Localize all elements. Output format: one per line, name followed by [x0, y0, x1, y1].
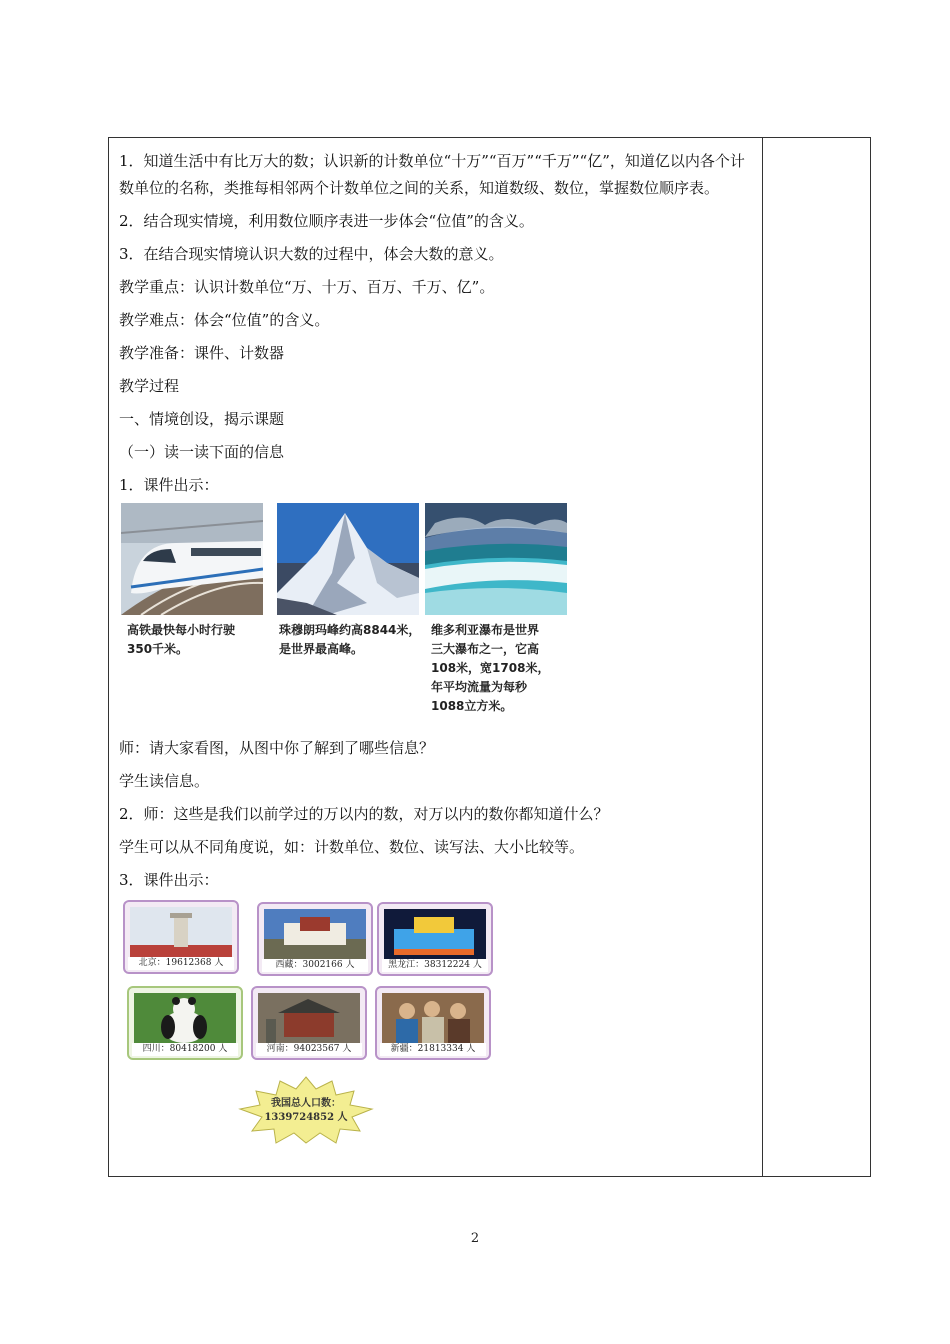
- total-value: 1339724852 人: [264, 1112, 348, 1123]
- total-label: 我国总人口数：: [271, 1098, 341, 1109]
- card-beijing-label: 北京：19612368 人: [128, 957, 234, 970]
- card-heilongjiang: [377, 902, 493, 976]
- everest-caption: 珠穆朗玛峰约高8844米， 是世界最高峰。: [279, 623, 421, 656]
- courseware-1-images: [119, 503, 755, 725]
- notes-column-divider: [762, 138, 763, 1176]
- courseware-3-label: 3．课件出示：: [119, 871, 219, 889]
- card-tibet-label: 西藏：3002166 人: [262, 959, 368, 972]
- mount-everest-image: [277, 503, 419, 615]
- card-henan: [251, 986, 367, 1060]
- key-point: 教学重点：认识计数单位“万、十万、百万、千万、亿”。: [119, 278, 495, 296]
- students-answer: 学生可以从不同角度说，如：计数单位、数位、读写法、大小比较等。: [119, 838, 585, 856]
- card-sichuan: [127, 986, 243, 1060]
- card-beijing: [123, 900, 239, 974]
- victoria-falls-image: [425, 503, 567, 615]
- courseware-1-label: 1．课件出示：: [119, 476, 219, 494]
- process-heading: 教学过程: [119, 377, 180, 395]
- difficult-point: 教学难点：体会“位值”的含义。: [119, 311, 330, 329]
- teacher-question-1: 师：请大家看图，从图中你了解到了哪些信息？: [119, 739, 435, 757]
- high-speed-train-image: [121, 503, 263, 615]
- page-number: 2: [470, 1231, 480, 1246]
- card-henan-label: 河南：94023567 人: [256, 1043, 362, 1056]
- objective-2: 2．结合现实情境，利用数位顺序表进一步体会“位值”的含义。: [119, 212, 534, 230]
- section-heading: 一、情境创设，揭示课题: [119, 410, 285, 428]
- students-read: 学生读信息。: [119, 772, 210, 790]
- population-cards: [119, 900, 755, 1140]
- train-caption: 高铁最快每小时行驶 350千米。: [127, 623, 236, 656]
- lesson-content: [119, 148, 755, 1140]
- subsection-heading: （一）读一读下面的信息: [119, 443, 285, 461]
- objective-3: 3．在结合现实情境认识大数的过程中，体会大数的意义。: [119, 245, 504, 263]
- teacher-question-2: 2．师：这些是我们以前学过的万以内的数，对万以内的数你都知道什么？: [119, 805, 609, 823]
- card-tibet: [257, 902, 373, 976]
- objective-1: 1．知道生活中有比万大的数；认识新的计数单位“十万”“百万”“千万”“亿”，知道亿以内各个计数单位的名称，类推每相邻两个计数单位之间的关系，知道数级、数位，掌握数位顺序表。: [119, 152, 745, 197]
- preparation: 教学准备：课件、计数器: [119, 344, 285, 362]
- card-xinjiang: [375, 986, 491, 1060]
- lesson-table: [108, 137, 871, 1177]
- card-heilongjiang-label: 黑龙江：38312224 人: [382, 959, 488, 972]
- falls-caption: 维多利亚瀑布是世界 三大瀑布之一，它高 108米，宽1708米， 年平均流量为每秒 1088立方米。: [431, 623, 550, 713]
- card-sichuan-label: 四川：80418200 人: [132, 1043, 238, 1056]
- total-population-burst: [236, 1075, 376, 1145]
- card-xinjiang-label: 新疆：21813334 人: [380, 1043, 486, 1056]
